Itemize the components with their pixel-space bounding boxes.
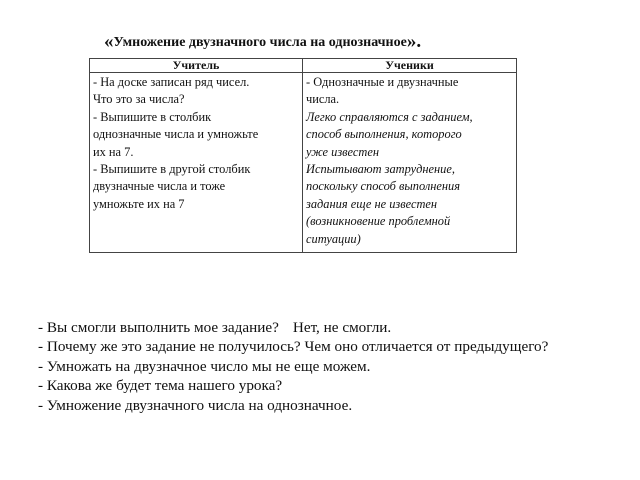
- dialogue-answer: Нет, не смогли.: [292, 319, 392, 336]
- teacher-line: - Выпишите в столбик: [93, 109, 212, 124]
- student-line: задания еще не известен: [306, 196, 438, 211]
- header-teacher: Учитель: [90, 59, 303, 73]
- teacher-line: их на 7.: [93, 144, 134, 159]
- student-line: - Однозначные и двузначные: [306, 75, 459, 89]
- teacher-line: Что это за числа?: [93, 92, 185, 107]
- table-header-row: [90, 59, 517, 73]
- student-line: Легко справляются с заданием,: [306, 109, 473, 124]
- teacher-line: - Выпишите в другой столбик: [93, 162, 251, 177]
- student-line: (возникновение проблемной: [306, 214, 451, 229]
- teacher-line: двузначные числа и тоже: [93, 179, 226, 194]
- student-line: ситуации): [306, 231, 361, 246]
- student-line: числа.: [306, 92, 340, 107]
- student-line: способ выполнения, которого: [306, 127, 462, 142]
- lesson-table: [89, 58, 517, 253]
- table-row: [90, 73, 517, 253]
- dialogue-line-1: [38, 318, 548, 337]
- header-students: Ученики: [303, 59, 517, 73]
- dialogue-line-3: - Умножать на двузначное число мы не еще можем.: [38, 357, 371, 375]
- title-close-quote: ».: [406, 31, 422, 52]
- dialogue: [38, 318, 548, 415]
- page-title: [104, 31, 422, 52]
- teacher-cell: [90, 73, 303, 253]
- student-line: уже известен: [306, 144, 379, 159]
- title-open-quote: «: [104, 31, 114, 52]
- teacher-line: однозначные числа и умножьте: [93, 127, 259, 142]
- teacher-line: - На доске записан ряд чисел.: [93, 75, 250, 89]
- dialogue-line-2: - Почему же это задание не получилось? Чем оно отличается от предыдущего?: [38, 338, 549, 356]
- students-cell: [303, 73, 517, 253]
- dialogue-line-4: - Какова же будет тема нашего урока?: [38, 377, 283, 395]
- student-line: Испытывают затруднение,: [306, 162, 455, 177]
- dialogue-line-5: - Умножение двузначного числа на однозначное.: [38, 396, 353, 414]
- student-line: поскольку способ выполнения: [306, 179, 460, 194]
- teacher-line: умножьте их на 7: [93, 196, 185, 211]
- dialogue-question: - Вы смогли выполнить мое задание?: [38, 319, 279, 336]
- title-text: Умножение двузначного числа на однозначное: [113, 35, 407, 50]
